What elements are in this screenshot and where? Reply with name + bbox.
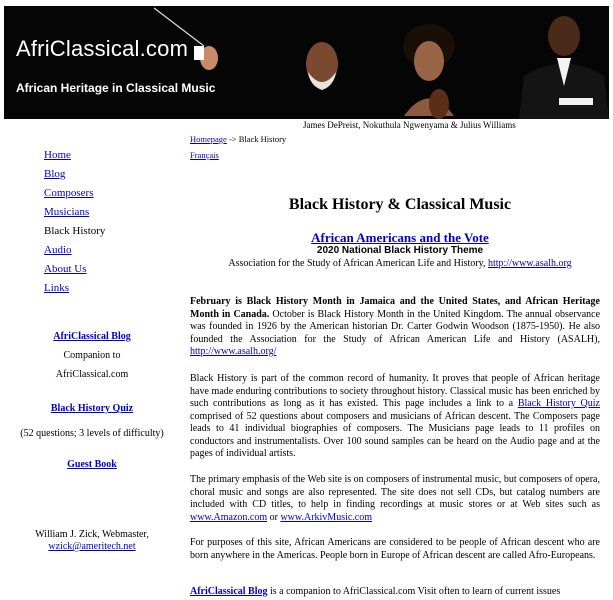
africlassical-blog-inline-link[interactable]: AfriClassical Blog [190, 586, 268, 597]
sidebar-nav [44, 150, 105, 302]
asalh-line [190, 258, 610, 269]
asalh-link[interactable]: http://www.asalh.org [487, 258, 572, 269]
sidebar-item-links[interactable]: Links [44, 282, 70, 294]
sidebar-quiz-description: (52 questions; 3 levels of difficulty) [20, 428, 164, 439]
sidebar-item-composers[interactable]: Composers [44, 187, 94, 199]
paragraph-emphasis-text: The primary emphasis of the Web site is on composers of instrumental music, but composers of opera, choral music and songs are also represented. The site does not sell CDs, but catalog numbers are included with CD titles, to help in finding recordings at music stores or at Web sites such as [190, 474, 600, 510]
breadcrumb-home-link[interactable]: Homepage [190, 134, 227, 144]
site-tagline: African Heritage in Classical Music [16, 81, 216, 95]
webmaster-email-block [8, 541, 176, 552]
paragraph-blog [190, 586, 600, 599]
breadcrumb [190, 134, 286, 144]
breadcrumb-current: Black History [238, 134, 287, 144]
french-language-link[interactable]: Français [190, 150, 219, 160]
sidebar-item-about-us[interactable]: About Us [44, 263, 87, 275]
sidebar-item-black-history: Black History [44, 225, 106, 237]
sidebar-guestbook-block [8, 459, 176, 470]
paragraph-record [190, 373, 600, 461]
sidebar-blog-link[interactable]: AfriClassical Blog [53, 331, 131, 342]
paragraph-emphasis [190, 474, 600, 524]
sidebar-item-audio[interactable]: Audio [44, 244, 72, 256]
asalh-text: Association for the Study of African American Life and History, [228, 258, 488, 269]
paragraph-record-text-b: comprised of 52 questions about composers and musicians of African descent. The Composers page leads to 41 individual biographies of composers. The Musicians page leads to 11 profiles on conductors and instrumentalists. Over 100 sound samples can be heard on the Audio page and at the pages of individual artists. [190, 410, 600, 459]
paragraph-record-text-a: Black History is part of the common record of humanity. It proves that people of African heritage have made enduring contributions to society throughout history. Classical music has been enriched by such contributions as long as it has existed. This page includes a link to a [190, 373, 600, 409]
sidebar-quiz-block [8, 403, 176, 414]
sidebar-item-blog[interactable]: Blog [44, 168, 66, 180]
paragraph-observance [190, 296, 600, 359]
banner-caption: James DePreist, Nokuthula Ngwenyama & Julius Williams [303, 120, 516, 130]
site-logo: AfriClassical.com [16, 36, 189, 61]
sidebar-blog-line1: Companion to [63, 350, 121, 361]
breadcrumb-separator: -> [226, 134, 239, 144]
sidebar-item-home[interactable]: Home [44, 149, 71, 161]
paragraph-definitions: For purposes of this site, African Americans are considered to be people of African descent who are born anywhere in the Americas. People born in Europe of African descent are called Afro-Europeans. [190, 537, 600, 561]
black-history-quiz-inline-link[interactable]: Black History Quiz [517, 398, 600, 409]
site-banner [4, 6, 609, 119]
amazon-link[interactable]: www.Amazon.com [190, 511, 268, 523]
webmaster-credit: William J. Zick, Webmaster, [35, 529, 149, 540]
black-history-theme: 2020 National Black History Theme [316, 245, 484, 256]
african-americans-vote-link[interactable]: African Americans and the Vote [311, 230, 489, 245]
sidebar-guestbook-link[interactable]: Guest Book [67, 459, 117, 470]
paragraph-observance-lead: February is Black History Month in Jamaica and the United States, and African Heritage Month in Canada. [190, 296, 600, 320]
sidebar-item-musicians[interactable]: Musicians [44, 206, 90, 218]
arkivmusic-link[interactable]: www.ArkivMusic.com [280, 511, 373, 523]
paragraph-emphasis-or: or [267, 511, 281, 523]
page-title: Black History & Classical Music [288, 196, 512, 213]
webmaster-email-link[interactable]: wzick@ameritech.net [48, 541, 136, 552]
paragraph-blog-text: is a companion to AfriClassical.com Visit often to learn of current issues [267, 586, 561, 597]
sidebar-blog-line2: AfriClassical.com [55, 369, 129, 380]
sidebar-blog-block [8, 331, 176, 342]
sidebar-quiz-link[interactable]: Black History Quiz [50, 403, 134, 414]
asalh-org-link[interactable]: http://www.asalh.org/ [190, 346, 277, 357]
paragraph-observance-text: October is Black History Month in the United Kingdom. The annual observance was founded in 1926 by the American historian Dr. Carter Godwin Woodson (1875-1950). He also founded the Association for the Study of African American Life and History (ASALH), [190, 308, 601, 345]
banner-photo-collage [4, 6, 609, 119]
